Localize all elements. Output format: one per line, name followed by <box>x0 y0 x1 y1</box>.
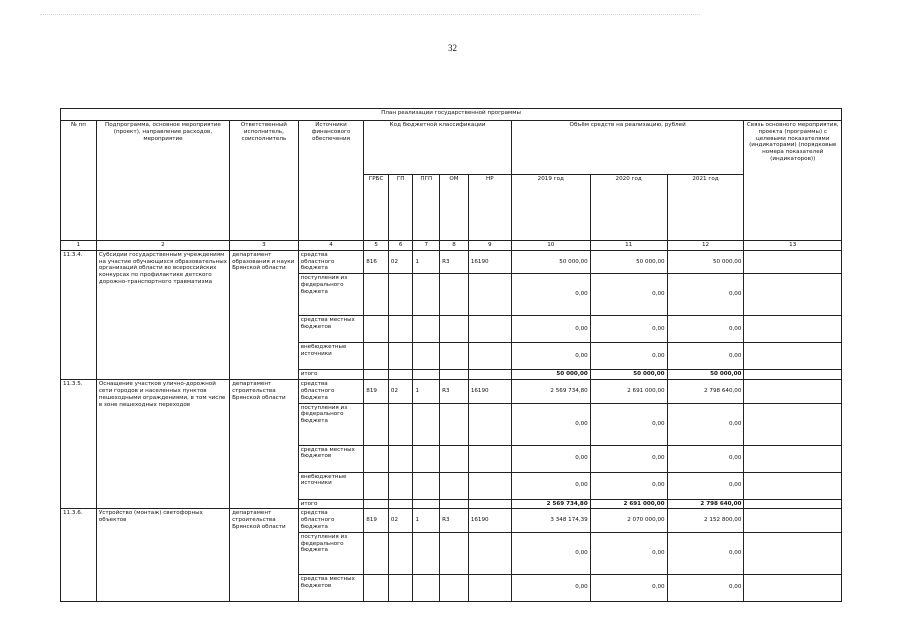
header-grbs: ГРБС <box>364 175 389 241</box>
funding-source: поступления из федерального бюджета <box>298 274 364 316</box>
column-number: 6 <box>388 241 413 251</box>
code-pgp <box>413 316 440 343</box>
amount-2019: 0,00 <box>511 403 590 445</box>
code-nr <box>468 445 511 472</box>
column-number: 9 <box>468 241 511 251</box>
code-pgp <box>413 472 440 499</box>
code-om <box>440 574 469 601</box>
code-gp <box>388 574 413 601</box>
amount-2019: 50 000,00 <box>511 250 590 273</box>
column-number: 12 <box>667 241 744 251</box>
amount-2019: 2 569 734,80 <box>511 380 590 403</box>
amount-2021: 0,00 <box>667 574 744 601</box>
amount-2021: 50 000,00 <box>667 370 744 380</box>
amount-2020: 50 000,00 <box>590 250 667 273</box>
code-om: R3 <box>440 250 469 273</box>
code-grbs: 819 <box>364 509 389 532</box>
code-nr <box>468 343 511 370</box>
funding-source: итого <box>298 370 364 380</box>
amount-2021: 2 798 640,00 <box>667 499 744 509</box>
indicator-link <box>744 250 842 273</box>
code-om <box>440 370 469 380</box>
indicator-link <box>744 343 842 370</box>
code-gp: 02 <box>388 250 413 273</box>
header-2021: 2021 год <box>667 175 744 241</box>
table-row <box>61 509 842 532</box>
measure-name: Оснащение участков улично-дорожной сети городов и населенных пунктов пешеходными ограждениями, в том числе в зоне пешеходных переходов <box>96 380 229 509</box>
amount-2019: 2 569 734,80 <box>511 499 590 509</box>
column-number: 10 <box>511 241 590 251</box>
indicator-link <box>744 274 842 316</box>
amount-2021: 0,00 <box>667 274 744 316</box>
code-grbs <box>364 274 389 316</box>
code-gp <box>388 403 413 445</box>
code-gp <box>388 499 413 509</box>
amount-2019: 0,00 <box>511 316 590 343</box>
indicator-link <box>744 472 842 499</box>
amount-2019: 0,00 <box>511 274 590 316</box>
code-grbs <box>364 574 389 601</box>
funding-source: итого <box>298 499 364 509</box>
code-pgp <box>413 532 440 574</box>
amount-2021: 0,00 <box>667 403 744 445</box>
indicator-link <box>744 574 842 601</box>
amount-2020: 0,00 <box>590 445 667 472</box>
amount-2020: 0,00 <box>590 532 667 574</box>
table-row <box>61 380 842 403</box>
responsible-executor: департамент образования и науки Брянской области <box>230 250 299 379</box>
amount-2020: 0,00 <box>590 472 667 499</box>
column-number: 1 <box>61 241 97 251</box>
amount-2021: 2 152 800,00 <box>667 509 744 532</box>
column-number: 7 <box>413 241 440 251</box>
header-subprogram: Подпрограмма, основное мероприятие (проект), направление расходов, мероприятие <box>96 121 229 241</box>
amount-2021: 0,00 <box>667 343 744 370</box>
funding-source: средства местных бюджетов <box>298 574 364 601</box>
amount-2019: 3 348 174,39 <box>511 509 590 532</box>
code-gp <box>388 274 413 316</box>
header-budget-code: Код бюджетной классификации <box>364 121 512 175</box>
code-om <box>440 343 469 370</box>
header-nr: НР <box>468 175 511 241</box>
amount-2020: 2 070 000,00 <box>590 509 667 532</box>
code-pgp <box>413 274 440 316</box>
code-pgp <box>413 403 440 445</box>
indicator-link <box>744 509 842 532</box>
code-grbs <box>364 532 389 574</box>
amount-2020: 0,00 <box>590 574 667 601</box>
funding-source: средства областного бюджета <box>298 250 364 273</box>
code-grbs <box>364 403 389 445</box>
amount-2020: 0,00 <box>590 343 667 370</box>
code-nr: 16190 <box>468 250 511 273</box>
code-om <box>440 316 469 343</box>
indicator-link <box>744 316 842 343</box>
indicator-link <box>744 499 842 509</box>
header-2019: 2019 год <box>511 175 590 241</box>
code-om: R3 <box>440 509 469 532</box>
code-pgp <box>413 445 440 472</box>
amount-2019: 0,00 <box>511 532 590 574</box>
code-gp <box>388 370 413 380</box>
code-pgp: 1 <box>413 509 440 532</box>
code-grbs: 816 <box>364 250 389 273</box>
code-grbs <box>364 370 389 380</box>
header-sources: Источники финансового обеспечения <box>298 121 364 241</box>
code-grbs: 819 <box>364 380 389 403</box>
header-gp: ГП <box>388 175 413 241</box>
code-grbs <box>364 316 389 343</box>
responsible-executor: департамент строительства Брянской области <box>230 380 299 509</box>
code-om <box>440 403 469 445</box>
table-row <box>61 250 842 273</box>
header-pgp: ПГП <box>413 175 440 241</box>
table-title: План реализации государственной программы <box>61 109 842 121</box>
code-nr <box>468 472 511 499</box>
measure-name: Устройство (монтаж) светофорных объектов <box>96 509 229 601</box>
code-nr <box>468 574 511 601</box>
code-nr <box>468 403 511 445</box>
column-number: 3 <box>230 241 299 251</box>
code-om <box>440 274 469 316</box>
amount-2019: 0,00 <box>511 445 590 472</box>
measure-name: Субсидии государственным учреждениям на участие обучающихся образовательных организаций области во всероссийских конкурсах по профилактике детского дорожно-транспортного травматизма <box>96 250 229 379</box>
amount-2021: 0,00 <box>667 532 744 574</box>
header-volume: Объём средств на реализацию, рублей <box>511 121 744 175</box>
amount-2019: 0,00 <box>511 343 590 370</box>
code-pgp <box>413 574 440 601</box>
column-number: 2 <box>96 241 229 251</box>
funding-source: поступления из федерального бюджета <box>298 532 364 574</box>
column-number: 5 <box>364 241 389 251</box>
code-nr: 16190 <box>468 380 511 403</box>
code-grbs <box>364 343 389 370</box>
code-nr: 16190 <box>468 509 511 532</box>
scan-noise <box>40 14 700 19</box>
amount-2019: 0,00 <box>511 472 590 499</box>
code-nr <box>468 274 511 316</box>
amount-2021: 0,00 <box>667 316 744 343</box>
code-nr <box>468 370 511 380</box>
amount-2019: 0,00 <box>511 574 590 601</box>
code-grbs <box>364 445 389 472</box>
code-om <box>440 499 469 509</box>
indicator-link <box>744 380 842 403</box>
code-om <box>440 472 469 499</box>
column-number: 4 <box>298 241 364 251</box>
code-om <box>440 532 469 574</box>
funding-source: средства областного бюджета <box>298 380 364 403</box>
header-2020: 2020 год <box>590 175 667 241</box>
funding-source: средства областного бюджета <box>298 509 364 532</box>
funding-source: внебюджетные источники <box>298 472 364 499</box>
header-link: Связь основного мероприятия, проекта (программы) с целевыми показателями (индикаторами) (порядковые номера показателей (индикаторов)) <box>744 121 842 241</box>
amount-2021: 0,00 <box>667 472 744 499</box>
code-gp <box>388 343 413 370</box>
code-pgp <box>413 370 440 380</box>
column-number: 11 <box>590 241 667 251</box>
header-om: ОМ <box>440 175 469 241</box>
measure-number: 11.3.6. <box>61 509 97 601</box>
page-number: 32 <box>448 43 457 53</box>
code-nr <box>468 499 511 509</box>
program-plan-table <box>60 108 842 602</box>
amount-2020: 2 691 000,00 <box>590 499 667 509</box>
funding-source: средства местных бюджетов <box>298 316 364 343</box>
indicator-link <box>744 445 842 472</box>
code-nr <box>468 316 511 343</box>
code-pgp: 1 <box>413 380 440 403</box>
code-om <box>440 445 469 472</box>
amount-2020: 50 000,00 <box>590 370 667 380</box>
measure-number: 11.3.4. <box>61 250 97 379</box>
column-number: 13 <box>744 241 842 251</box>
amount-2020: 0,00 <box>590 316 667 343</box>
code-gp: 02 <box>388 380 413 403</box>
indicator-link <box>744 370 842 380</box>
code-gp: 02 <box>388 509 413 532</box>
amount-2020: 0,00 <box>590 274 667 316</box>
amount-2021: 50 000,00 <box>667 250 744 273</box>
code-gp <box>388 445 413 472</box>
indicator-link <box>744 403 842 445</box>
amount-2020: 2 691 000,00 <box>590 380 667 403</box>
code-nr <box>468 532 511 574</box>
funding-source: средства местных бюджетов <box>298 445 364 472</box>
funding-source: поступления из федерального бюджета <box>298 403 364 445</box>
column-number: 8 <box>440 241 469 251</box>
code-gp <box>388 532 413 574</box>
responsible-executor: департамент строительства Брянской области <box>230 509 299 601</box>
code-gp <box>388 472 413 499</box>
amount-2021: 2 798 640,00 <box>667 380 744 403</box>
header-num: № пп <box>61 121 97 241</box>
code-grbs <box>364 472 389 499</box>
indicator-link <box>744 532 842 574</box>
measure-number: 11.3.5. <box>61 380 97 509</box>
funding-source: внебюджетные источники <box>298 343 364 370</box>
amount-2020: 0,00 <box>590 403 667 445</box>
code-grbs <box>364 499 389 509</box>
code-pgp <box>413 499 440 509</box>
code-om: R3 <box>440 380 469 403</box>
code-pgp <box>413 343 440 370</box>
header-responsible: Ответственный исполнитель, соисполнитель <box>230 121 299 241</box>
amount-2021: 0,00 <box>667 445 744 472</box>
code-pgp: 1 <box>413 250 440 273</box>
code-gp <box>388 316 413 343</box>
amount-2019: 50 000,00 <box>511 370 590 380</box>
